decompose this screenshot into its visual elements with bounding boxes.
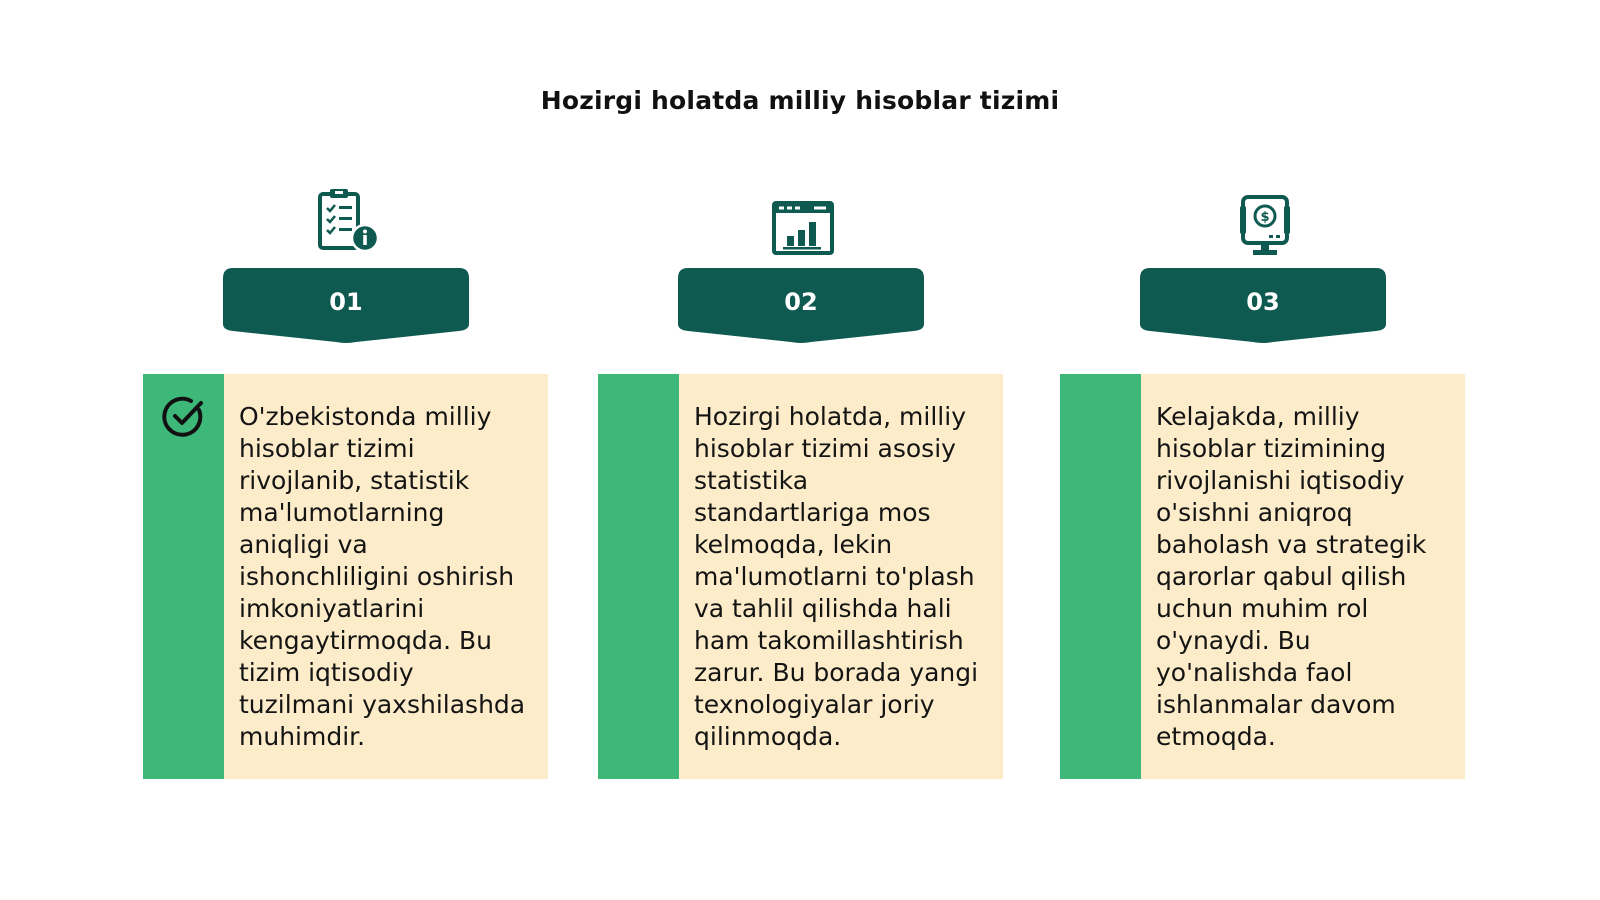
step-description: O'zbekistonda milliy hisoblar tizimi rivojlanib, statistik ma'lumotlarning aniqligi va ishonchliligini oshirish imkoniyatlarini kengaytirmoqda. Bu tizim iqtisodiy tuzilmani yaxshilashda muhimdir. — [239, 401, 526, 751]
step-column-3 — [1060, 0, 1470, 900]
svg-text:$: $ — [1260, 210, 1270, 225]
dollar-monitor-icon — [1060, 188, 1470, 260]
card-accent-bar — [598, 374, 679, 779]
bar-chart-window-icon — [598, 188, 1008, 260]
step-badge-3 — [1140, 268, 1386, 348]
step-description: Hozirgi holatda, milliy hisoblar tizimi asosiy statistika standartlariga mos kelmoqda, lekin ma'lumotlarni to'plash va tahlil qilishda hali ham takomillashtirish zarur. Bu borada yangi texnologiyalar joriy qilinmoqda. — [694, 401, 979, 751]
step-description: Kelajakda, milliy hisoblar tizimining rivojlanishi iqtisodiy o'sishni aniqroq baholash va strategik qarorlar qabul qilish uchun muhim rol o'ynaydi. Bu yo'nalishda faol ishlanmalar davom etmoqda. — [1156, 401, 1427, 751]
step-number: 02 — [784, 288, 818, 316]
step-number: 01 — [329, 288, 363, 316]
card-accent-bar — [143, 374, 224, 779]
step-column-1 — [143, 0, 553, 900]
page-title: Hozirgi holatda milliy hisoblar tizimi — [540, 86, 1060, 115]
step-card-3 — [1060, 374, 1465, 779]
clipboard-checklist-info-icon — [143, 188, 553, 260]
step-column-2 — [598, 0, 1008, 900]
card-accent-bar — [1060, 374, 1141, 779]
step-badge-1 — [223, 268, 469, 348]
check-circle-icon — [161, 394, 207, 440]
step-badge-2 — [678, 268, 924, 348]
step-card-1 — [143, 374, 548, 779]
step-number: 03 — [1246, 288, 1280, 316]
step-card-2 — [598, 374, 1003, 779]
